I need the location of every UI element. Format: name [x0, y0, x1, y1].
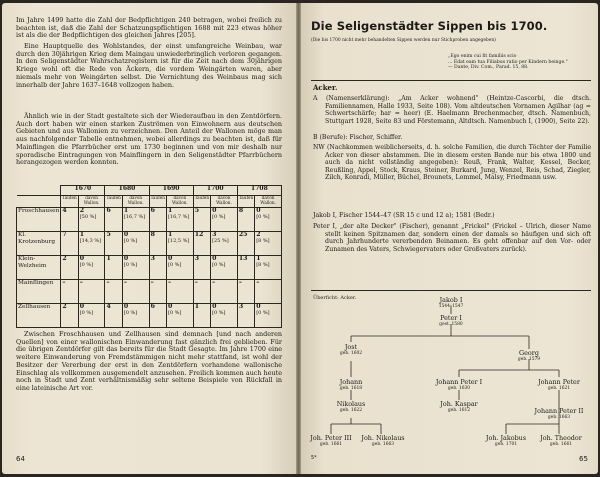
tree-node-johann: Johann geb. 1618 — [339, 378, 363, 391]
walloon-cell — [122, 280, 149, 304]
walloon-cell — [166, 232, 193, 256]
walloon-percent: [0 %] — [79, 262, 94, 269]
walloon-count: 0 — [79, 303, 85, 310]
col-baptisms: Taufen — [105, 196, 122, 208]
walloon-count: 1 — [123, 207, 129, 214]
tree-node-georg: Georg geb. 1579 — [517, 349, 541, 362]
year-header: 1690 — [149, 186, 193, 196]
walloon-percent: [50 %] — [79, 214, 97, 221]
walloon-count: 2 — [256, 231, 261, 238]
walloon-cell — [211, 304, 238, 328]
walloon-cell — [122, 304, 149, 328]
walloon-count: 0 — [212, 303, 217, 310]
walloon-cell — [122, 256, 149, 280]
entry-name-explanation: A (Namenserklärung): „Am Acker wohnend" (Heintze-Cascorbi, die dtsch. Familiennamen, Halle 1933, Seite 108). Vom altdeutschen Vornamen Agilhar (ag = Schwertschärfe; har = heer) (E. Haelmann Brechenmacher, dtsch. Namenbuch, Stuttgart 1928, Seite 83 und Förstemann, Altdtsch. Namenbuch I, (1900), Seite 22). — [313, 95, 591, 125]
baptism-count: – — [61, 280, 78, 304]
baptism-count: 13 — [237, 256, 254, 280]
year-header: 1700 — [193, 186, 237, 196]
walloon-cell — [255, 232, 282, 256]
walloon-count: – — [256, 279, 260, 286]
walloon-cell — [166, 208, 193, 232]
walloon-cell — [255, 280, 282, 304]
paragraph-1: Im Jahre 1499 hatte die Zahl der Bedpflichtigen 240 betragen, wobei freilich zu beachten ist, daß die Zahl der Schatzungspflichtigen 1688 mit 223 etwas höher ist als die der Bedpflichtigen des gleichen Jahres [205]. — [16, 16, 282, 40]
tree-node-joh-theodor: Joh. Theodor geb. 1661 — [540, 434, 582, 447]
walloon-cell — [255, 256, 282, 280]
walloon-cell — [211, 256, 238, 280]
right-page — [301, 3, 598, 474]
baptism-count: 5 — [105, 232, 122, 256]
walloon-cell — [78, 208, 105, 232]
tree-node-johann-peter: Johann Peter geb. 1621 — [538, 378, 580, 391]
walloon-count: 0 — [212, 207, 217, 214]
baptism-count: 12 — [193, 232, 210, 256]
walloon-count: – — [212, 279, 216, 286]
walloon-percent: [0 %] — [256, 214, 270, 221]
tree-node-peter: Peter I gest. 1580 — [439, 314, 463, 327]
walloon-count: – — [123, 279, 127, 286]
table-row — [17, 208, 282, 232]
col-baptisms: Taufen — [61, 196, 78, 208]
walloon-cell — [211, 280, 238, 304]
walloon-count: 3 — [212, 231, 217, 238]
tree-node-jakob: Jakob I 1544–1547 — [438, 296, 464, 309]
walloon-count: – — [79, 279, 83, 286]
page-subtitle: (Die bis 1700 nicht mehr behandelten Sippen werden nur Stichproben angegeben) — [311, 38, 496, 43]
motto-quote: „Ego enim cui fit familiis scio ... Edat eam tua Filiabus ratio per Kindern beinge." — Dante, Div. Com., Parad. 15, 88. — [448, 54, 568, 70]
place-name: Kl. Krotzenburg — [17, 232, 61, 256]
walloon-cell — [78, 280, 105, 304]
baptism-count: – — [237, 280, 254, 304]
walloon-count: 1 — [167, 231, 173, 238]
walloon-table — [16, 185, 282, 328]
tree-label: Überficht: Acker. — [313, 295, 357, 301]
walloon-percent: [0 %] — [79, 310, 94, 317]
baptism-count: 6 — [149, 208, 166, 232]
walloon-count: 1 — [167, 207, 173, 214]
walloon-cell — [255, 304, 282, 328]
tree-node-jost: Jost geb. 1602 — [339, 343, 363, 356]
baptism-count: 4 — [61, 208, 78, 232]
baptism-count: 8 — [149, 232, 166, 256]
walloon-percent: [0 %] — [123, 310, 138, 317]
baptism-count: 6 — [105, 208, 122, 232]
walloon-cell — [78, 232, 105, 256]
table-row — [17, 256, 282, 280]
table-row — [17, 304, 282, 328]
baptism-count: 3 — [237, 304, 254, 328]
baptism-count: 7 — [61, 232, 78, 256]
walloon-count: 1 — [79, 231, 85, 238]
walloon-count: 0 — [167, 255, 173, 262]
tree-node-johann-peter-ii: Johann Peter II geb. 1663 — [534, 407, 584, 420]
walloon-percent: [0 %] — [123, 238, 138, 245]
page-title: Die Seligenstädter Sippen bis 1700. — [311, 19, 548, 33]
table-body — [17, 208, 282, 328]
col-walloon: davon Wallon. — [78, 196, 105, 208]
walloon-count: 0 — [123, 303, 129, 310]
baptism-count: 1 — [105, 256, 122, 280]
signature-mark: 5* — [311, 455, 317, 461]
entry-professions: B (Berufe): Fischer, Schiffer. — [313, 134, 403, 141]
baptism-count: – — [105, 280, 122, 304]
tree-node-joh-nikolaus: Joh. Nikolaus geb. 1663 — [361, 434, 405, 447]
year-header: 1670 — [61, 186, 105, 196]
walloon-percent: [0 %] — [167, 262, 182, 269]
tree-node-joh-jakobus: Joh. Jakobus geb. 1701 — [485, 434, 527, 447]
walloon-cell — [255, 208, 282, 232]
year-header: 1708 — [237, 186, 281, 196]
paragraph-2: Eine Hauptquelle des Wohlstandes, der einst umfangreiche Weinbau, war durch den 30jährigen Krieg dem Maingau unwiederbringlich verloren gegangen. In den Seligenstädter Wahrschatzregistern ist für die Zeit nach dem 30jährigen Kriege wohl oft die Rede von Äckern, die vordem Weingärten waren, aber niemals mehr von Weingärten selbst. Die Vernichtung des Weinbaus mag sich innerhalb der Jahre 1637–1648 vollzogen haben. — [16, 42, 282, 89]
walloon-cell — [122, 208, 149, 232]
walloon-count: 0 — [256, 303, 261, 310]
walloon-cell — [211, 232, 238, 256]
walloon-cell — [78, 256, 105, 280]
walloon-percent: [16,7 %] — [167, 214, 190, 221]
baptism-count: – — [193, 280, 210, 304]
walloon-count: 0 — [123, 255, 129, 262]
walloon-percent: [16,7 %] — [123, 214, 146, 221]
walloon-cell — [78, 304, 105, 328]
walloon-percent: [12,5 %] — [167, 238, 190, 245]
tree-node-johann-peter-i: Johann Peter I geb. 1630 — [435, 378, 483, 391]
col-walloon: davon Wallon. — [166, 196, 193, 208]
page-number-left: 64 — [16, 455, 25, 463]
baptism-count: 6 — [149, 304, 166, 328]
col-baptisms: Taufen — [193, 196, 210, 208]
walloon-percent: [8 %] — [256, 238, 270, 245]
family-heading: Acker. — [313, 83, 338, 92]
baptism-count: 2 — [61, 256, 78, 280]
walloon-percent: [0 %] — [212, 214, 226, 221]
page-number-right: 65 — [579, 455, 588, 463]
col-walloon: davon Wallon. — [211, 196, 238, 208]
col-baptisms: Taufen — [149, 196, 166, 208]
walloon-count: 0 — [123, 231, 129, 238]
tree-node-joh-peter-iii: Joh. Peter III geb. 1661 — [310, 434, 352, 447]
baptism-count: 25 — [237, 232, 254, 256]
walloon-cell — [166, 280, 193, 304]
year-header: 1680 — [105, 186, 149, 196]
walloon-count: 0 — [212, 255, 217, 262]
tree-node-joh-kaspar: Joh. Kaspar geb. 1612 — [440, 400, 478, 413]
walloon-percent: [0 %] — [123, 262, 138, 269]
walloon-percent: [0 %] — [256, 310, 270, 317]
walloon-count: – — [167, 279, 172, 286]
tree-node-nikolaus: Nikolaus geb. 1622 — [336, 400, 366, 413]
paragraph-3: Ähnlich wie in der Stadt gestaltete sich der Wiederaufbau in den Zentdörfern. Auch dort haben wir einen starken Zuströmen von Einwohnern aus deutschen Gebieten und aus Wallonien zu verzeichnen. Den Anteil der Wallonen möge man aus nachfolgender Tabelle entnehmen, wobei allerdings zu beachten ist, daß für Mainflingen die Pfarrbücher erst um 1730 beginnen und von mir deshalb nur sporadische Eintragungen von Mainflingern in den Seligenstädter Pfarrbüchern herangezogen werden konnten. — [16, 112, 282, 167]
table-row — [17, 280, 282, 304]
col-baptisms: Taufen — [237, 196, 254, 208]
paragraph-4: Zwischen Froschhausen und Zellhausen sind demnach [und nach anderen Quellen] von einer wallonischen Einwanderung fast gänzlich frei geblieben. Für die übrigen Zentdörfer gilt das bereits für die Stadt Gesagte. Im Jahre 1700 eine weitere Einwanderung von Fremdstämmigen nicht mehr stattfand, ist wohl der Besitzer der Vererbung der erst in den Zentdörfern vorhandene wallonische Einschlag als vollkommen ausgemendelt anzusehen. Freilich kommen auch heute noch in Stadt und Zent verhältnismäßig sehr seltene Beispiele von Rückfall in eine lateinische Art vor. — [16, 330, 282, 392]
entry-descendants: NW (Nachkommen weiblicherseits, d. h. solche Familien, die durch Töchter der Familie Acker von dieser abstammen. Die in diesem ersten Bande nur bis etwa 1800 und auch da nicht vollständig angegeben): Reuß, Frank, Walter, Kessel, Becker, Reußling, Appel, Stock, Kraus, Steiner, Burkard, Jung, Wenzel, Reis, Schad, Ziegler, Zilch, Konradi, Müller, Büchel, Brounets, Lommel, Malsy, Friedmann usw. — [313, 144, 591, 181]
table-subheader-row — [17, 196, 282, 208]
walloon-count: 2 — [79, 207, 85, 214]
walloon-count: 0 — [79, 255, 85, 262]
baptism-count: 8 — [237, 208, 254, 232]
place-name: Froschhausen — [17, 208, 61, 232]
table-row — [17, 232, 282, 256]
walloon-percent: [0 %] — [167, 310, 182, 317]
walloon-cell — [211, 208, 238, 232]
walloon-percent: [14,3 %] — [79, 238, 102, 245]
col-walloon: davon Wallon. — [255, 196, 282, 208]
col-walloon: davon Wallon. — [122, 196, 149, 208]
walloon-cell — [166, 256, 193, 280]
walloon-percent: [0 %] — [212, 262, 226, 269]
baptism-count: 5 — [193, 208, 210, 232]
walloon-count: 1 — [256, 255, 261, 262]
walloon-count: 0 — [256, 207, 261, 214]
entry-jakob: Jakob I, Fischer 1544–47 (SR 15 c und 12 a); 1581 (Bedr.) — [313, 212, 495, 219]
baptism-count: 4 — [105, 304, 122, 328]
place-name: Mainflingen — [17, 280, 61, 304]
walloon-cell — [122, 232, 149, 256]
walloon-count: 0 — [167, 303, 173, 310]
walloon-cell — [166, 304, 193, 328]
baptism-count: 3 — [149, 256, 166, 280]
walloon-percent: [25 %] — [212, 238, 229, 245]
left-page — [2, 3, 296, 474]
walloon-percent: [8 %] — [256, 262, 270, 269]
baptism-count: – — [149, 280, 166, 304]
table-header-row — [17, 186, 282, 196]
baptism-count: 3 — [193, 256, 210, 280]
entry-peter: Peter I, „der alte Decker" (Fischer), genannt „Frickel" (Frickel – Ulrich, dieser Name stellt keinen Spitznamen dar, sondern einen der damals so häufigen und sich oft durch Jahrhunderte vererbenden Beinamen. Es geht offenbar auf den Vor- oder Zunamen des Vaters, Schwiegervaters oder Großvaters zurück). — [313, 223, 591, 253]
baptism-count: 1 — [193, 304, 210, 328]
place-name: Klein-Welzheim — [17, 256, 61, 280]
walloon-percent: [0 %] — [212, 310, 226, 317]
place-name: Zellhausen — [17, 304, 61, 328]
baptism-count: 2 — [61, 304, 78, 328]
